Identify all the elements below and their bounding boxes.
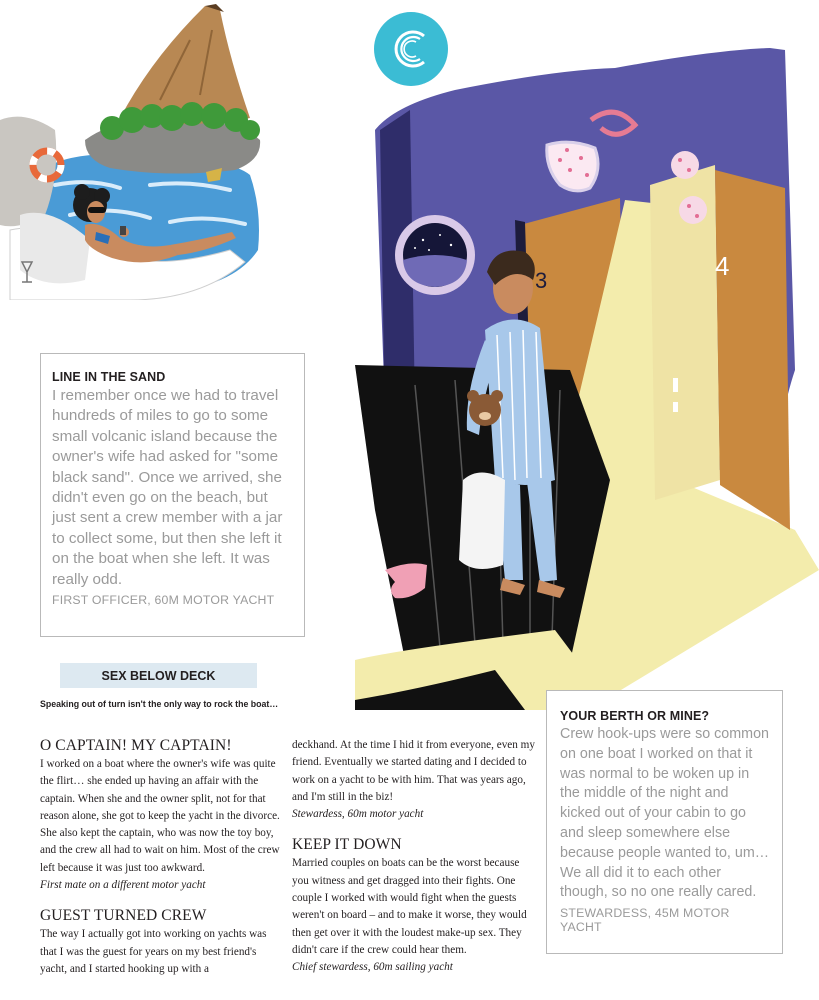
- sidebar-title: YOUR BERTH OR MINE?: [560, 709, 710, 723]
- cabin-corridor-illustration: [355, 10, 819, 710]
- story-heading: O CAPTAIN! MY CAPTAIN!: [40, 737, 232, 754]
- story-body: I worked on a boat where the owner's wife was quite the flirt… she ended up having an affair with the captain. When she and the owner split, not for that reason alone, she got to keep the yacht in the divorce. She also kept the captain, who was now the toy boy, and the crew all had to wait on him. Most of the crew left because it was just too awkward.: [40, 758, 280, 874]
- door-number-3: 3: [535, 268, 548, 293]
- story-heading: KEEP IT DOWN: [292, 836, 402, 854]
- story-body-part-2: deckhand. At the time I hid it from everyone, even my friend. Eventually we started dating and I decided to work on a yacht to be with him. That was years ago, and I'm still in the biz!: [292, 739, 535, 803]
- sidebar-citation: STEWARDESS, 45M MOTOR YACHT: [560, 906, 730, 935]
- sidebar-body: Crew hook-ups were so common on one boat I worked on that it was normal to be woken up in the middle of the night and kicked out of your cabin to go and sleep somewhere else because people wanted to, um… We all did it to each other though, so no one really cared.: [560, 726, 770, 901]
- story-guest-turned-crew-continued: [292, 737, 538, 823]
- door-number-4: 4: [715, 251, 730, 281]
- island-illustration: [0, 0, 270, 300]
- standfirst: Speaking out of turn isn't the only way to rock the boat…: [40, 699, 279, 709]
- story-heading: GUEST TURNED CREW: [40, 907, 207, 925]
- sidebar-line-in-the-sand: [40, 353, 305, 637]
- article-column-left: [40, 736, 284, 990]
- story-o-captain: [40, 736, 284, 894]
- sidebar-body: I remember once we had to travel hundreds of miles to go to some small volcanic island because the owner's wife had asked for "some black sand". Once we arrived, she didn't even go on the beach, but just sent a crew member with a jar to collect some, but then she left it on the boat when she left. It was really odd.: [52, 387, 283, 588]
- sidebar-title: LINE IN THE SAND: [52, 370, 166, 384]
- story-citation: Chief stewardess, 60m sailing yacht: [292, 961, 453, 974]
- story-body: Married couples on boats can be the worst because you witness and get dragged into their fights. One couple I worked with would fight when the guests weren't on board – and to make it worse, they would then get over it with the loudest make-up sex. They didn't care if the crew could hear them.: [292, 857, 527, 956]
- sidebar-citation: FIRST OFFICER, 60M MOTOR YACHT: [52, 593, 275, 608]
- article-column-middle: [292, 737, 538, 989]
- story-citation: First mate on a different motor yacht: [40, 879, 206, 892]
- story-keep-it-down: [292, 835, 538, 976]
- sidebar-your-berth-or-mine: [546, 690, 783, 954]
- section-banner: SEX BELOW DECK: [60, 663, 257, 688]
- story-guest-turned-crew: [40, 906, 284, 978]
- story-body-part-1: The way I actually got into working on yachts was that I was the guest for years on my best friend's yacht, and I started hooking up with a: [40, 928, 267, 975]
- story-citation: Stewardess, 60m motor yacht: [292, 808, 424, 821]
